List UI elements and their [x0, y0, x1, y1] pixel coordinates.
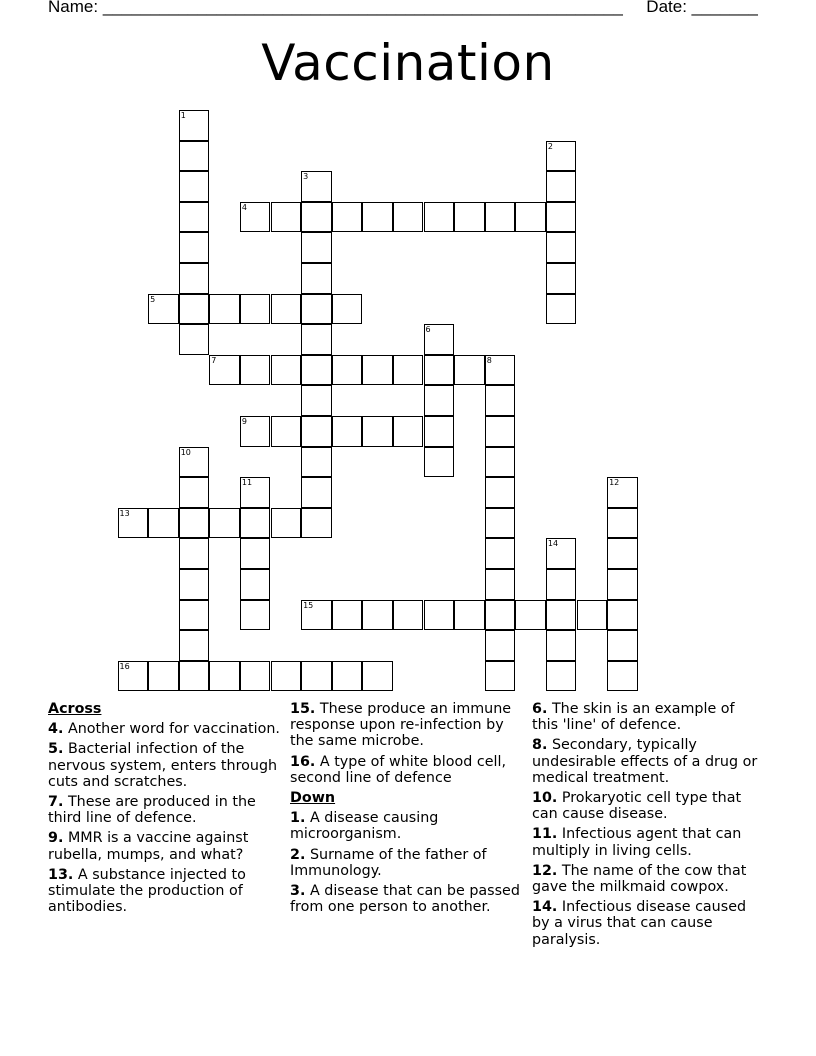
clue-across-9: 9. MMR is a vaccine against rubella, mumps, and what? [48, 830, 249, 863]
grid-cell[interactable] [179, 630, 210, 661]
grid-cell[interactable] [240, 294, 271, 325]
grid-cell[interactable] [301, 171, 332, 202]
grid-cell[interactable] [240, 569, 271, 600]
grid-cell[interactable] [607, 661, 638, 692]
clue-number-1: 1 [180, 111, 186, 120]
clue-number-14: 14 [547, 539, 559, 549]
grid-cell[interactable] [424, 202, 455, 233]
grid-cell[interactable] [179, 538, 210, 569]
grid-cell[interactable] [362, 600, 393, 631]
grid-cell[interactable] [301, 661, 332, 692]
grid-cell[interactable] [424, 600, 455, 631]
grid-cell[interactable] [485, 661, 516, 692]
grid-cell[interactable] [546, 538, 577, 569]
grid-cell[interactable] [485, 447, 516, 478]
grid-cell[interactable] [148, 294, 179, 325]
grid-cell[interactable] [271, 202, 302, 233]
clue-down-6: 6. The skin is an example of this 'line' of defence. [532, 701, 735, 734]
grid-cell[interactable] [454, 355, 485, 386]
clue-number-15: 15 [303, 600, 314, 610]
grid-cell[interactable] [546, 232, 577, 263]
clue-number-11: 11 [241, 478, 253, 488]
grid-cell[interactable] [607, 538, 638, 569]
grid-cell[interactable] [209, 661, 240, 692]
grid-cell[interactable] [271, 294, 302, 325]
grid-cell[interactable] [179, 569, 210, 600]
clue-down-1: 1. A disease causing microorganism. [290, 810, 439, 843]
clue-down-2: 2. Surname of the father of Immunology. [290, 846, 487, 879]
grid-cell[interactable] [118, 508, 149, 539]
grid-cell[interactable] [546, 630, 577, 661]
grid-cell[interactable] [240, 202, 271, 233]
grid-cell[interactable] [607, 477, 638, 508]
grid-cell[interactable] [271, 416, 302, 447]
clue-across-7: 7. These are produced in the third line of defence. [48, 794, 256, 827]
grid-cell[interactable] [454, 600, 485, 631]
clue-number-2: 2 [547, 141, 553, 151]
grid-cell[interactable] [485, 538, 516, 569]
clue-down-11: 11. Infectious agent that can multiply in living cells. [532, 826, 742, 859]
grid-cell[interactable] [332, 355, 363, 386]
grid-cell[interactable] [332, 661, 363, 692]
grid-cell[interactable] [240, 600, 271, 631]
grid-cell[interactable] [546, 171, 577, 202]
grid-cell[interactable] [546, 202, 577, 233]
grid-cell[interactable] [393, 600, 424, 631]
across-heading: Across [48, 701, 102, 717]
clue-number-7: 7 [211, 355, 217, 365]
clue-down-8: 8. Secondary, typically undesirable effects of a drug or medical treatment. [532, 737, 758, 786]
grid-cell[interactable] [240, 355, 271, 386]
grid-cell[interactable] [546, 600, 577, 631]
grid-cell[interactable] [485, 385, 516, 416]
grid-cell[interactable] [332, 416, 363, 447]
grid-cell[interactable] [607, 569, 638, 600]
clue-across-5: 5. Bacterial infection of the nervous system, enters through cuts and scratches. [48, 741, 278, 790]
clue-number-6: 6 [425, 325, 431, 335]
grid-cell[interactable] [240, 508, 271, 539]
grid-cell[interactable] [577, 600, 608, 631]
grid-cell[interactable] [148, 508, 179, 539]
grid-cell[interactable] [301, 324, 332, 355]
grid-cell[interactable] [362, 661, 393, 692]
clue-down-14: 14. Infectious disease caused by a virus that can cause paralysis. [532, 899, 747, 948]
grid-cell[interactable] [393, 416, 424, 447]
grid-cell[interactable] [424, 355, 455, 386]
grid-cell[interactable] [546, 294, 577, 325]
grid-cell[interactable] [179, 232, 210, 263]
clue-number-13: 13 [119, 508, 130, 518]
grid-cell[interactable] [424, 447, 455, 478]
grid-cell[interactable] [179, 508, 210, 539]
clue-number-12: 12 [609, 478, 620, 488]
name-label: Name: [48, 0, 99, 16]
grid-cell[interactable] [515, 600, 546, 631]
grid-cell[interactable] [546, 569, 577, 600]
grid-cell[interactable] [546, 661, 577, 692]
clue-number-9: 9 [241, 417, 247, 426]
grid-cell[interactable] [454, 202, 485, 233]
grid-cell[interactable] [179, 202, 210, 233]
clues-column-2 [290, 701, 522, 919]
grid-cell[interactable] [362, 416, 393, 447]
grid-cell[interactable] [362, 202, 393, 233]
grid-cell[interactable] [209, 294, 240, 325]
clue-down-10: 10. Prokaryotic cell type that can cause disease. [532, 790, 742, 823]
grid-cell[interactable] [240, 661, 271, 692]
grid-cell[interactable] [362, 355, 393, 386]
grid-cell[interactable] [118, 661, 149, 692]
grid-cell[interactable] [485, 630, 516, 661]
grid-cell[interactable] [332, 202, 363, 233]
clues-column-1 [48, 701, 280, 919]
clue-across-16: 16. A type of white blood cell, second line of defence [290, 753, 506, 786]
grid-cell[interactable] [179, 171, 210, 202]
grid-cell[interactable] [179, 110, 210, 141]
grid-cell[interactable] [179, 263, 210, 294]
grid-cell[interactable] [393, 202, 424, 233]
grid-cell[interactable] [271, 355, 302, 386]
grid-cell[interactable] [301, 263, 332, 294]
clue-number-10: 10 [180, 447, 191, 457]
grid-cell[interactable] [546, 263, 577, 294]
page-title: Vaccination [261, 34, 555, 92]
date-blank[interactable]: _______ [691, 0, 758, 16]
grid-cell[interactable] [515, 202, 546, 233]
clue-number-16: 16 [119, 661, 130, 671]
grid-cell[interactable] [148, 661, 179, 692]
grid-cell[interactable] [546, 141, 577, 172]
grid-cell[interactable] [271, 661, 302, 692]
grid-cell[interactable] [179, 600, 210, 631]
grid-cell[interactable] [332, 294, 363, 325]
clue-number-4: 4 [241, 202, 247, 212]
clue-down-12: 12. The name of the cow that gave the milkmaid cowpox. [532, 862, 747, 896]
grid-cell[interactable] [393, 355, 424, 386]
grid-cell[interactable] [485, 569, 516, 600]
grid-cell[interactable] [209, 508, 240, 539]
grid-cell[interactable] [301, 416, 332, 447]
grid-cell[interactable] [424, 385, 455, 416]
grid-cell[interactable] [607, 630, 638, 661]
grid-cell[interactable] [240, 477, 271, 508]
grid-cell[interactable] [424, 324, 455, 355]
grid-cell[interactable] [301, 447, 332, 478]
grid-cell[interactable] [485, 202, 516, 233]
grid-cell[interactable] [240, 538, 271, 569]
clue-across-13: 13. A substance injected to stimulate the production of antibodies. [48, 866, 246, 916]
grid-cell[interactable] [179, 141, 210, 172]
clues-column-3 [532, 701, 764, 952]
grid-cell[interactable] [485, 416, 516, 447]
clue-down-3: 3. A disease that can be passed from one person to another. [290, 883, 520, 916]
date-label: Date: [646, 0, 687, 16]
grid-cell[interactable] [301, 477, 332, 508]
clue-number-5: 5 [150, 294, 156, 304]
grid-cell[interactable] [485, 477, 516, 508]
grid-cell[interactable] [179, 661, 210, 692]
grid-cell[interactable] [301, 600, 332, 631]
grid-cell[interactable] [301, 232, 332, 263]
grid-cell[interactable] [607, 600, 638, 631]
grid-cell[interactable] [209, 355, 240, 386]
grid-cell[interactable] [424, 416, 455, 447]
grid-cell[interactable] [332, 600, 363, 631]
grid-cell[interactable] [179, 477, 210, 508]
clue-number-3: 3 [303, 172, 309, 182]
grid-cell[interactable] [301, 508, 332, 539]
clue-across-15: 15. These produce an immune response upon re-infection by the same microbe. [290, 701, 512, 750]
grid-cell[interactable] [301, 355, 332, 386]
clue-across-4: 4. Another word for vaccination. [48, 721, 280, 738]
grid-cell[interactable] [301, 385, 332, 416]
grid-cell[interactable] [179, 324, 210, 355]
grid-cell[interactable] [179, 447, 210, 478]
name-blank[interactable]: _______________________________________________________ [102, 0, 623, 16]
grid-cell[interactable] [607, 508, 638, 539]
grid-cell[interactable] [271, 508, 302, 539]
grid-cell[interactable] [485, 508, 516, 539]
down-heading: Down [290, 790, 336, 807]
clue-number-8: 8 [486, 355, 492, 365]
grid-cell[interactable] [179, 294, 210, 325]
grid-cell[interactable] [485, 600, 516, 631]
grid-cell[interactable] [240, 416, 271, 447]
grid-cell[interactable] [301, 294, 332, 325]
grid-cell[interactable] [301, 202, 332, 233]
grid-cell[interactable] [485, 355, 516, 386]
